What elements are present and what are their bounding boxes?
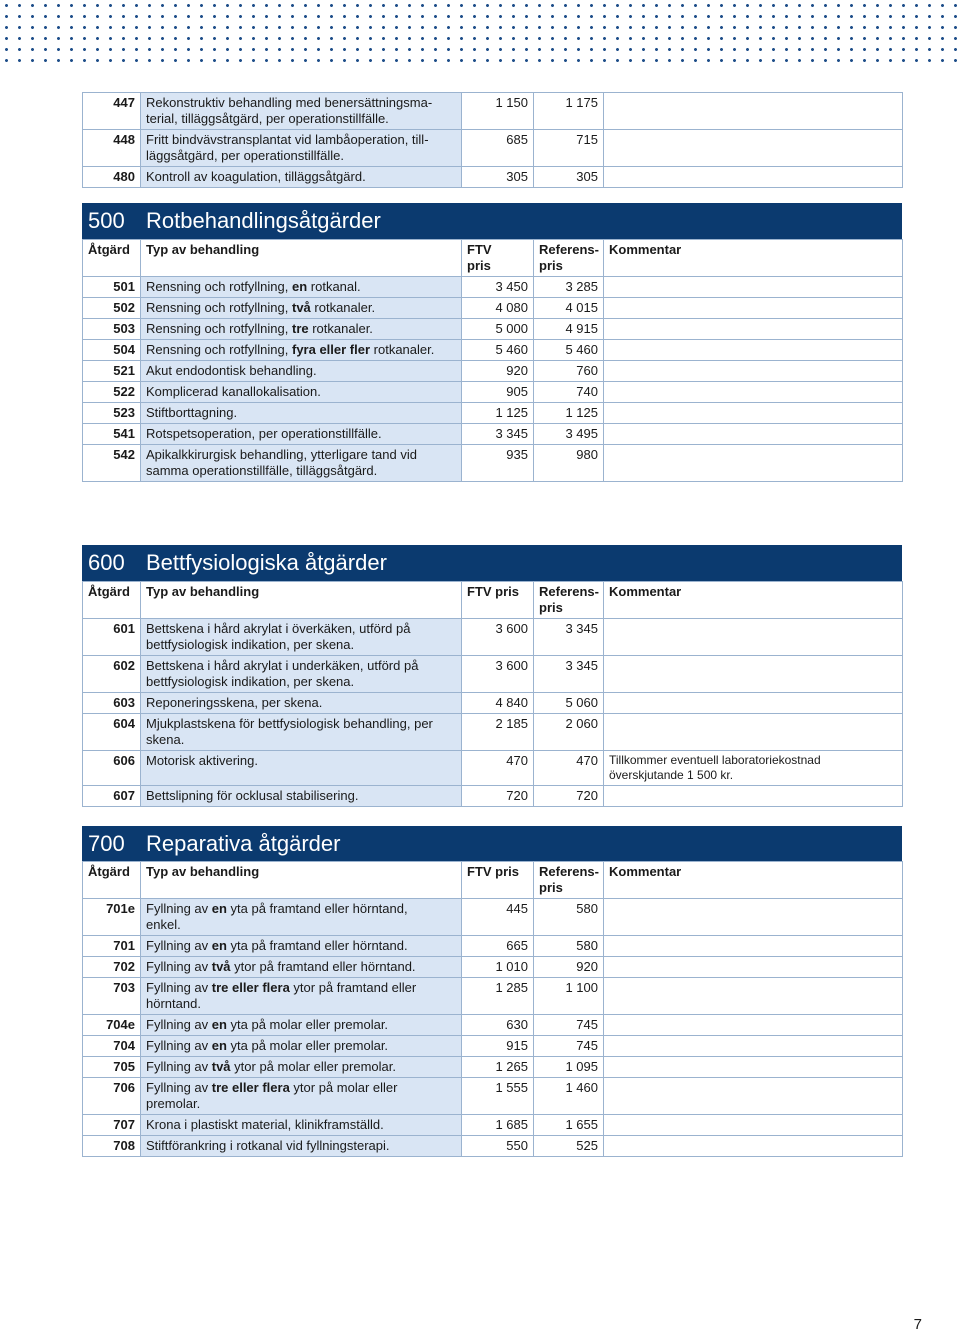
comment — [604, 298, 903, 319]
text-segment: rotkanaler. — [308, 321, 373, 336]
text-segment: Rensning och rotfyllning, — [146, 279, 292, 294]
procedure-code: 601 — [83, 619, 141, 656]
reference-price: 4 915 — [534, 319, 604, 340]
comment — [604, 382, 903, 403]
text-line: skena. — [146, 732, 185, 747]
text-segment: yta på molar eller premolar. — [226, 1017, 389, 1032]
table-row — [83, 340, 903, 361]
procedure-code: 702 — [83, 957, 141, 978]
procedure-code: 607 — [83, 786, 141, 807]
comment — [604, 340, 903, 361]
text-segment: yta på molar eller premolar. — [226, 1038, 389, 1053]
treatment-description — [141, 1115, 462, 1136]
text-line: Bettslipning för ocklusal stabilisering. — [146, 788, 359, 803]
comment — [604, 1078, 903, 1115]
reference-price: 3 345 — [534, 619, 604, 656]
reference-price: 4 015 — [534, 298, 604, 319]
procedure-code: 541 — [83, 424, 141, 445]
header-comment: Kommentar — [604, 582, 903, 619]
text-line: Rotspetsoperation, per operationstillfälle. — [146, 426, 382, 441]
table-row — [83, 1036, 903, 1057]
text-segment: ytor på framtand eller — [289, 980, 417, 995]
comment — [604, 751, 903, 786]
table-row — [83, 619, 903, 656]
dotted-header-pattern — [0, 0, 960, 70]
table-row — [83, 445, 903, 482]
pricing-table-top — [82, 92, 903, 188]
emphasis-text: fyra eller fler — [291, 342, 371, 357]
reference-price: 1 100 — [534, 978, 604, 1015]
pricing-table-600 — [82, 581, 903, 807]
procedure-code: 523 — [83, 403, 141, 424]
text-segment: Rensning och rotfyllning, — [146, 342, 292, 357]
reference-price: 740 — [534, 382, 604, 403]
table-row — [83, 786, 903, 807]
ftv-price: 915 — [462, 1036, 534, 1057]
section-number: 500 — [88, 208, 125, 233]
pricing-table-700 — [82, 861, 903, 1157]
ftv-price: 905 — [462, 382, 534, 403]
pricing-table-body — [83, 582, 903, 807]
text-line: Kontroll av koagulation, tilläggsåtgärd. — [146, 169, 366, 184]
ftv-price: 720 — [462, 786, 534, 807]
header-code: Åtgärd — [83, 240, 141, 277]
table-row — [83, 1015, 903, 1036]
reference-price: 745 — [534, 1015, 604, 1036]
ftv-price: 1 265 — [462, 1057, 534, 1078]
table-row — [83, 1115, 903, 1136]
text-segment: Fyllning av — [146, 1059, 212, 1074]
procedure-code: 502 — [83, 298, 141, 319]
treatment-description — [141, 786, 462, 807]
reference-price: 305 — [534, 167, 604, 188]
text-line: pris — [467, 258, 491, 273]
text-segment: Fyllning av — [146, 938, 212, 953]
table-header-row — [83, 862, 903, 899]
ftv-price: 685 — [462, 130, 534, 167]
table-row — [83, 1078, 903, 1115]
treatment-description — [141, 619, 462, 656]
header-description: Typ av behandling — [141, 240, 462, 277]
pricing-table-500 — [82, 239, 903, 482]
treatment-description — [141, 936, 462, 957]
text-line: Motorisk aktivering. — [146, 753, 258, 768]
comment — [604, 899, 903, 936]
reference-price: 745 — [534, 1036, 604, 1057]
section-header-600 — [82, 545, 902, 581]
reference-price: 580 — [534, 936, 604, 957]
ftv-price: 1 150 — [462, 93, 534, 130]
header-ftv-price — [462, 862, 534, 899]
text-segment: ytor på molar eller premolar. — [230, 1059, 396, 1074]
text-line: premolar. — [146, 1096, 201, 1111]
header-code: Åtgärd — [83, 582, 141, 619]
text-segment: yta på framtand eller hörntand, — [226, 901, 408, 916]
ftv-price: 2 185 — [462, 714, 534, 751]
ftv-price: 1 285 — [462, 978, 534, 1015]
procedure-code: 707 — [83, 1115, 141, 1136]
text-segment: Fyllning av — [146, 959, 212, 974]
table-row — [83, 298, 903, 319]
pricing-table-body — [83, 240, 903, 482]
table-row — [83, 1057, 903, 1078]
text-line: Apikalkkirurgisk behandling, ytterligare tand vid — [146, 447, 417, 462]
emphasis-text: två — [291, 300, 311, 315]
reference-price: 1 095 — [534, 1057, 604, 1078]
text-line: Bettskena i hård akrylat i underkäken, utförd på — [146, 658, 419, 673]
treatment-description — [141, 445, 462, 482]
text-line: samma operationstillfälle, tilläggsåtgärd. — [146, 463, 378, 478]
text-line: bettfysiologisk indikation, per skena. — [146, 674, 355, 689]
table-row — [83, 403, 903, 424]
table-row — [83, 978, 903, 1015]
ftv-price: 1 685 — [462, 1115, 534, 1136]
header-ftv-price — [462, 240, 534, 277]
table-row — [83, 693, 903, 714]
header-reference-price — [534, 582, 604, 619]
treatment-description — [141, 693, 462, 714]
emphasis-text: en — [211, 938, 227, 953]
emphasis-text: en — [211, 1038, 227, 1053]
text-line: Stiftförankring i rotkanal vid fyllningsterapi. — [146, 1138, 390, 1153]
reference-price: 3 345 — [534, 656, 604, 693]
text-line: bettfysiologisk indikation, per skena. — [146, 637, 355, 652]
reference-price: 1 125 — [534, 403, 604, 424]
comment — [604, 619, 903, 656]
treatment-description — [141, 93, 462, 130]
procedure-code: 704e — [83, 1015, 141, 1036]
header-description: Typ av behandling — [141, 582, 462, 619]
text-segment: Fyllning av — [146, 980, 212, 995]
reference-price: 980 — [534, 445, 604, 482]
comment — [604, 1057, 903, 1078]
table-row — [83, 93, 903, 130]
procedure-code: 501 — [83, 277, 141, 298]
emphasis-text: två — [211, 1059, 231, 1074]
section-number: 700 — [88, 831, 125, 856]
treatment-description — [141, 1015, 462, 1036]
treatment-description — [141, 978, 462, 1015]
procedure-code: 504 — [83, 340, 141, 361]
reference-price: 1 460 — [534, 1078, 604, 1115]
header-code: Åtgärd — [83, 862, 141, 899]
procedure-code: 708 — [83, 1136, 141, 1157]
reference-price: 470 — [534, 751, 604, 786]
reference-price: 5 060 — [534, 693, 604, 714]
table-row — [83, 714, 903, 751]
treatment-description — [141, 424, 462, 445]
reference-price: 920 — [534, 957, 604, 978]
table-row — [83, 277, 903, 298]
table-row — [83, 957, 903, 978]
ftv-price: 3 600 — [462, 656, 534, 693]
ftv-price: 3 600 — [462, 619, 534, 656]
text-line: pris — [539, 600, 563, 615]
text-segment: Fyllning av — [146, 1080, 212, 1095]
ftv-price: 630 — [462, 1015, 534, 1036]
comment — [604, 978, 903, 1015]
procedure-code: 521 — [83, 361, 141, 382]
reference-price: 760 — [534, 361, 604, 382]
text-segment: Fyllning av — [146, 1017, 212, 1032]
text-line: FTV pris — [467, 584, 520, 599]
procedure-code: 522 — [83, 382, 141, 403]
header-ftv-price — [462, 582, 534, 619]
treatment-description — [141, 899, 462, 936]
procedure-code: 448 — [83, 130, 141, 167]
reference-price: 5 460 — [534, 340, 604, 361]
text-line: Rekonstruktiv behandling med benersättningsma- — [146, 95, 433, 110]
comment — [604, 319, 903, 340]
comment — [604, 93, 903, 130]
page-number: 7 — [913, 1316, 922, 1333]
procedure-code: 602 — [83, 656, 141, 693]
text-line: FTV — [467, 242, 492, 257]
comment — [604, 1115, 903, 1136]
text-segment: ytor på molar eller — [289, 1080, 398, 1095]
ftv-price: 470 — [462, 751, 534, 786]
section-number: 600 — [88, 550, 125, 575]
text-line: Referens- — [539, 864, 599, 879]
treatment-description — [141, 1078, 462, 1115]
reference-price: 3 285 — [534, 277, 604, 298]
text-line: överskjutande 1 500 kr. — [609, 768, 734, 782]
emphasis-text: en — [291, 279, 308, 294]
text-segment: rotkanal. — [307, 279, 361, 294]
text-line: pris — [539, 258, 563, 273]
comment — [604, 1036, 903, 1057]
header-comment: Kommentar — [604, 240, 903, 277]
comment — [604, 693, 903, 714]
text-line: Referens- — [539, 584, 599, 599]
text-line: Mjukplastskena för bettfysiologisk behandling, per — [146, 716, 433, 731]
reference-price: 3 495 — [534, 424, 604, 445]
header-reference-price — [534, 240, 604, 277]
text-line: terial, tilläggsåtgärd, per operationstillfälle. — [146, 111, 389, 126]
section-title: Bettfysiologiska åtgärder — [146, 550, 387, 575]
table-header-row — [83, 240, 903, 277]
comment — [604, 167, 903, 188]
section-title: Reparativa åtgärder — [146, 831, 341, 856]
table-row — [83, 319, 903, 340]
section-header-700 — [82, 826, 902, 862]
text-segment: Rensning och rotfyllning, — [146, 300, 292, 315]
comment — [604, 445, 903, 482]
treatment-description — [141, 751, 462, 786]
table-row — [83, 130, 903, 167]
text-segment: ytor på framtand eller hörntand. — [230, 959, 416, 974]
ftv-price: 665 — [462, 936, 534, 957]
procedure-code: 704 — [83, 1036, 141, 1057]
treatment-description — [141, 167, 462, 188]
ftv-price: 3 450 — [462, 277, 534, 298]
procedure-code: 603 — [83, 693, 141, 714]
treatment-description — [141, 382, 462, 403]
procedure-code: 542 — [83, 445, 141, 482]
procedure-code: 604 — [83, 714, 141, 751]
text-line: Fritt bindvävstransplantat vid lambåoperation, till- — [146, 132, 429, 147]
ftv-price: 935 — [462, 445, 534, 482]
table-row — [83, 1136, 903, 1157]
comment — [604, 786, 903, 807]
emphasis-text: en — [211, 901, 227, 916]
treatment-description — [141, 656, 462, 693]
treatment-description — [141, 714, 462, 751]
ftv-price: 920 — [462, 361, 534, 382]
emphasis-text: tre eller flera — [211, 980, 290, 995]
emphasis-text: två — [211, 959, 231, 974]
procedure-code: 701e — [83, 899, 141, 936]
ftv-price: 1 555 — [462, 1078, 534, 1115]
emphasis-text: en — [211, 1017, 227, 1032]
procedure-code: 705 — [83, 1057, 141, 1078]
reference-price: 580 — [534, 899, 604, 936]
treatment-description — [141, 1036, 462, 1057]
header-description: Typ av behandling — [141, 862, 462, 899]
table-row — [83, 936, 903, 957]
text-line: Referens- — [539, 242, 599, 257]
text-line: pris — [539, 880, 563, 895]
section-title: Rotbehandlingsåtgärder — [146, 208, 381, 233]
text-line: Reponeringsskena, per skena. — [146, 695, 323, 710]
procedure-code: 447 — [83, 93, 141, 130]
ftv-price: 5 000 — [462, 319, 534, 340]
comment — [604, 403, 903, 424]
ftv-price: 445 — [462, 899, 534, 936]
text-line: läggsåtgärd, per operationstillfälle. — [146, 148, 345, 163]
text-segment: Fyllning av — [146, 1038, 212, 1053]
pricing-table-body — [83, 93, 903, 188]
comment — [604, 714, 903, 751]
text-line: Tillkommer eventuell laboratoriekostnad — [609, 753, 821, 767]
treatment-description — [141, 298, 462, 319]
ftv-price: 4 080 — [462, 298, 534, 319]
table-row — [83, 751, 903, 786]
comment — [604, 424, 903, 445]
ftv-price: 3 345 — [462, 424, 534, 445]
table-header-row — [83, 582, 903, 619]
table-row — [83, 361, 903, 382]
text-line: Komplicerad kanallokalisation. — [146, 384, 321, 399]
ftv-price: 4 840 — [462, 693, 534, 714]
comment — [604, 1136, 903, 1157]
ftv-price: 305 — [462, 167, 534, 188]
treatment-description — [141, 340, 462, 361]
text-line: FTV pris — [467, 864, 520, 879]
treatment-description — [141, 403, 462, 424]
text-line: enkel. — [146, 917, 181, 932]
text-segment: rotkanaler. — [370, 342, 435, 357]
treatment-description — [141, 361, 462, 382]
comment — [604, 936, 903, 957]
reference-price: 2 060 — [534, 714, 604, 751]
text-segment: Rensning och rotfyllning, — [146, 321, 292, 336]
ftv-price: 5 460 — [462, 340, 534, 361]
text-line: Akut endodontisk behandling. — [146, 363, 317, 378]
text-line: Bettskena i hård akrylat i överkäken, utförd på — [146, 621, 411, 636]
comment — [604, 130, 903, 167]
section-header-500 — [82, 203, 902, 239]
comment — [604, 957, 903, 978]
table-row — [83, 167, 903, 188]
text-segment: Fyllning av — [146, 901, 212, 916]
text-line: Stiftborttagning. — [146, 405, 238, 420]
ftv-price: 1 010 — [462, 957, 534, 978]
procedure-code: 703 — [83, 978, 141, 1015]
text-segment: rotkanaler. — [310, 300, 376, 315]
procedure-code: 480 — [83, 167, 141, 188]
header-comment: Kommentar — [604, 862, 903, 899]
emphasis-text: tre — [291, 321, 309, 336]
treatment-description — [141, 1057, 462, 1078]
treatment-description — [141, 277, 462, 298]
procedure-code: 706 — [83, 1078, 141, 1115]
treatment-description — [141, 319, 462, 340]
ftv-price: 550 — [462, 1136, 534, 1157]
table-row — [83, 899, 903, 936]
procedure-code: 701 — [83, 936, 141, 957]
ftv-price: 1 125 — [462, 403, 534, 424]
text-line: hörntand. — [146, 996, 201, 1011]
table-row — [83, 656, 903, 693]
reference-price: 1 175 — [534, 93, 604, 130]
treatment-description — [141, 1136, 462, 1157]
pricing-table-body — [83, 862, 903, 1157]
treatment-description — [141, 130, 462, 167]
header-reference-price — [534, 862, 604, 899]
reference-price: 715 — [534, 130, 604, 167]
comment — [604, 1015, 903, 1036]
treatment-description — [141, 957, 462, 978]
comment — [604, 361, 903, 382]
procedure-code: 503 — [83, 319, 141, 340]
emphasis-text: tre eller flera — [211, 1080, 290, 1095]
table-row — [83, 382, 903, 403]
table-row — [83, 424, 903, 445]
comment — [604, 656, 903, 693]
procedure-code: 606 — [83, 751, 141, 786]
reference-price: 525 — [534, 1136, 604, 1157]
text-segment: yta på framtand eller hörntand. — [226, 938, 408, 953]
reference-price: 1 655 — [534, 1115, 604, 1136]
comment — [604, 277, 903, 298]
text-line: Krona i plastiskt material, klinikframställd. — [146, 1117, 384, 1132]
reference-price: 720 — [534, 786, 604, 807]
